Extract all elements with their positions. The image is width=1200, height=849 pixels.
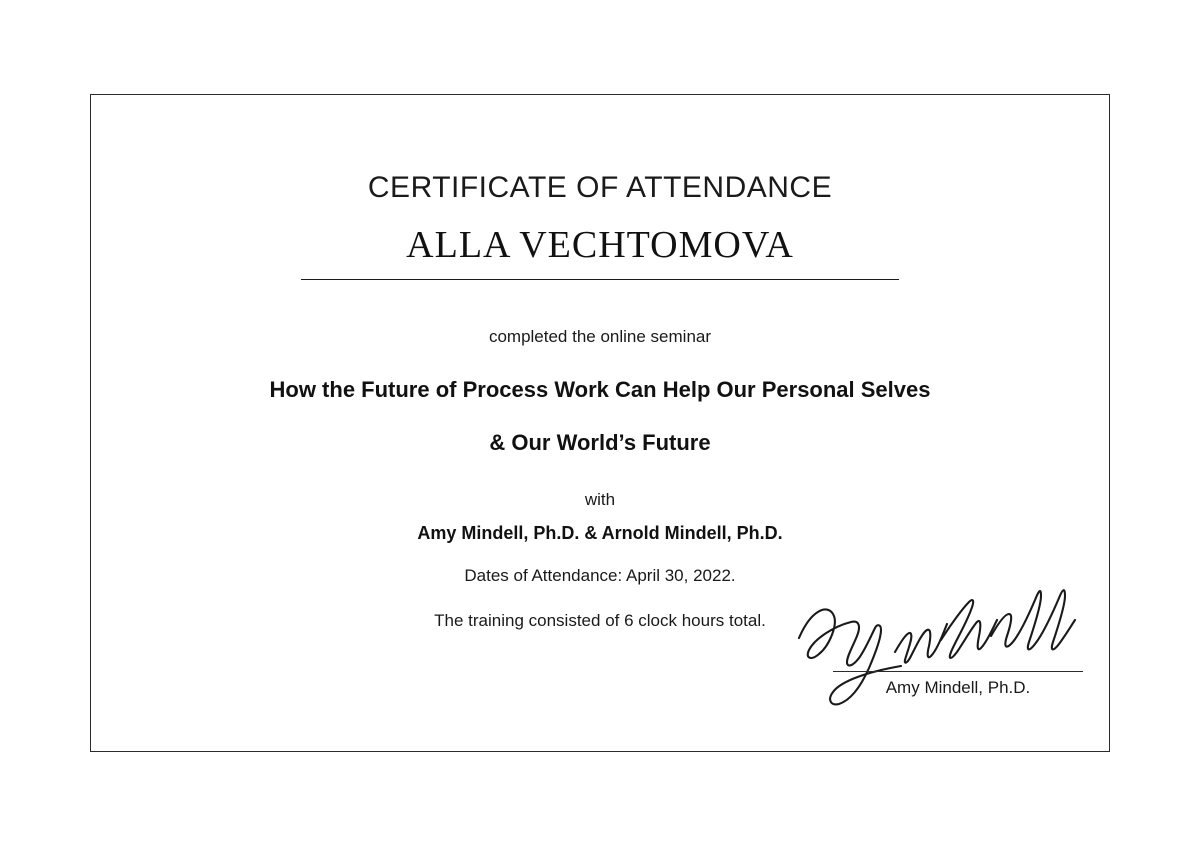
signature-line xyxy=(833,671,1083,672)
signer-name: Amy Mindell, Ph.D. xyxy=(885,678,1031,697)
seminar-title-line-1: How the Future of Process Work Can Help Our Personal Selves xyxy=(269,377,931,402)
recipient-underline xyxy=(301,279,899,280)
certificate-content xyxy=(91,95,1109,751)
training-hours: The training consisted of 6 clock hours total. xyxy=(434,611,766,630)
with-label: with xyxy=(584,490,616,509)
signature-block xyxy=(791,580,1091,720)
certificate-frame xyxy=(90,94,1110,752)
recipient-name: ALLA VECHTOMOVA xyxy=(406,224,794,266)
completion-statement: completed the online seminar xyxy=(488,327,712,346)
page-title: CERTIFICATE OF ATTENDANCE xyxy=(367,171,833,204)
recipient-block xyxy=(91,223,1109,280)
seminar-title-line-2: & Our World’s Future xyxy=(489,430,711,455)
presenters: Amy Mindell, Ph.D. & Arnold Mindell, Ph.D. xyxy=(417,523,783,543)
attendance-dates: Dates of Attendance: April 30, 2022. xyxy=(464,566,736,585)
